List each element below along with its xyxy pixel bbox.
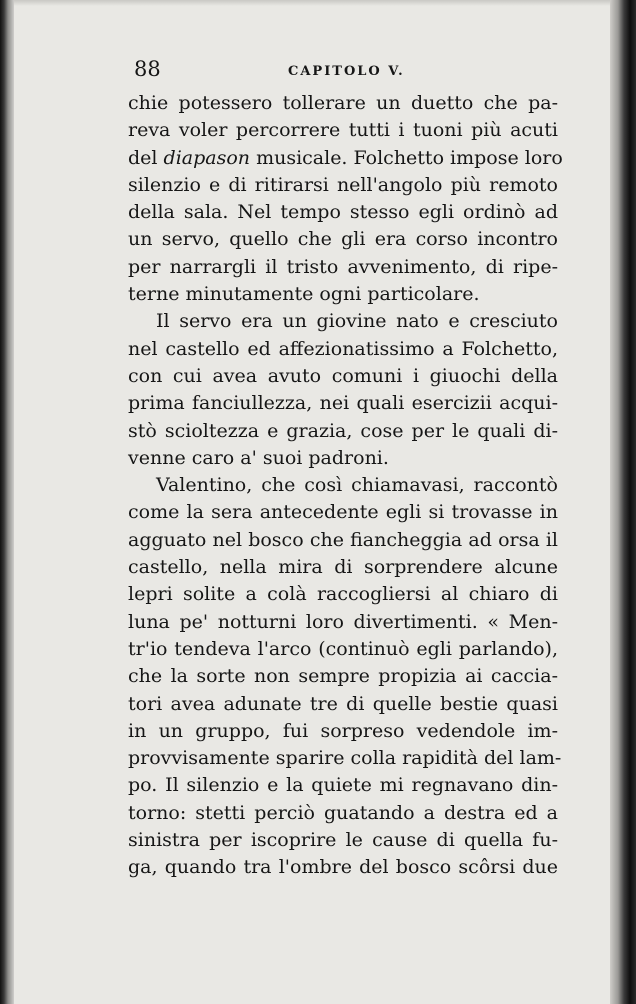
text-line-29: ga, quando tra l'ombre del bosco scôrsi due (128, 856, 558, 879)
running-head (128, 56, 558, 90)
text-line-19: lepri solite a colà raccogliersi al chiaro di (128, 583, 558, 606)
text-line-25: provvisamente sparire colla rapidità del lam- (128, 747, 562, 770)
text-line-7: per narrargli il tristo avvenimento, di ripe- (128, 255, 558, 278)
text-line-16: come la sera antecedente egli si trovasse in (128, 501, 558, 524)
text-line-24: in un gruppo, fui sorpreso vedendole im- (128, 719, 558, 742)
text-line-27: torno: stetti perciò guatando a destra ed a (128, 801, 558, 824)
text-line-10: nel castello ed affezionatissimo a Folchetto, (128, 337, 558, 360)
text-line-9: Il servo era un giovine nato e cresciuto (156, 310, 558, 333)
book-spine-edge (0, 0, 14, 1004)
text-line-28: sinistra per iscoprire le cause di quella fu- (128, 829, 558, 852)
text-line-2: reva voler percorrere tutti i tuoni più acuti (128, 119, 558, 142)
chapter-title: CAPITOLO V. (288, 64, 405, 79)
text-line-26: po. Il silenzio e la quiete mi regnavano din- (128, 774, 558, 797)
text-line-12: prima fanciullezza, nei quali esercizii acqui- (128, 392, 558, 415)
book-fore-edge (610, 0, 636, 1004)
text-line-13: stò scioltezza e grazia, cose per le quali di- (128, 419, 558, 442)
text-line-3-rest: musicale. Folchetto impose loro (256, 146, 563, 169)
text-line-4: silenzio e di ritirarsi nell'angolo più remoto (128, 173, 558, 196)
text-line-8: terne minutamente ogni particolare. (128, 283, 480, 306)
page-content (128, 56, 563, 882)
italic-term: diapason (163, 146, 251, 169)
text-line-15: Valentino, che così chiamavasi, raccontò (156, 474, 558, 497)
text-line-21: tr'io tendeva l'arco (continuò egli parlando), (128, 637, 558, 660)
body-text (128, 90, 563, 882)
page-top-shadow (0, 0, 636, 6)
text-line-1: chie potessero tollerare un duetto che pa- (128, 92, 558, 114)
page-number: 88 (134, 57, 161, 81)
text-line-3 (128, 145, 563, 172)
text-line-11: con cui avea avuto comuni i giuochi della (128, 364, 558, 387)
text-line-18: castello, nella mira di sorprendere alcune (128, 556, 558, 579)
text-line-20: luna pe' notturni loro divertimenti. « Men- (128, 610, 558, 633)
text-line-5: della sala. Nel tempo stesso egli ordinò ad (128, 201, 558, 224)
text-line-22: che la sorte non sempre propizia ai caccia- (128, 665, 558, 688)
text-line-3-prefix: del (128, 146, 158, 169)
text-line-14: venne caro a' suoi padroni. (128, 446, 389, 469)
text-line-23: tori avea adunate tre di quelle bestie quasi (128, 692, 558, 715)
text-line-6: un servo, quello che gli era corso incontro (128, 228, 558, 251)
text-line-17: agguato nel bosco che fiancheggia ad orsa il (128, 528, 558, 551)
